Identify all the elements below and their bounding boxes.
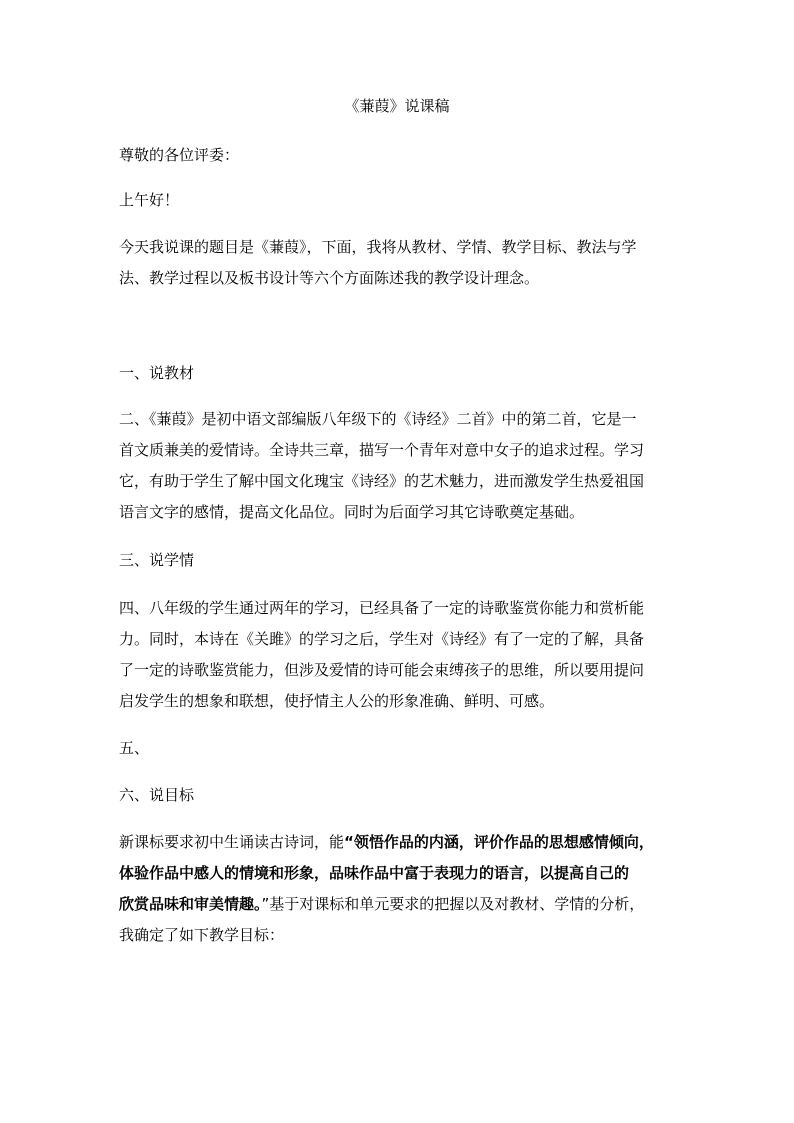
goals-text: ”基于对课标和单元要求的把握以及对教材、学情的分析，: [261, 895, 645, 913]
textbook-paragraph: [119, 404, 679, 528]
students-line: 四、八年级的学生通过两年的学习，已经具备了一定的诗歌鉴赏你能力和赏析能: [119, 599, 645, 617]
section-heading-goals: [119, 780, 679, 811]
greeting-text: 尊敬的各位评委：: [119, 146, 240, 164]
intro-line: 法、教学过程以及板书设计等六个方面陈述我的教学设计理念。: [119, 269, 540, 287]
students-paragraph: [119, 593, 679, 717]
goals-line: [119, 827, 679, 858]
goals-text: 新课标要求初中生诵读古诗词，能: [119, 833, 345, 851]
hello-text: 上午好！: [119, 191, 180, 209]
goals-quote-bold: 体验作品中感人的情境和形象，品味作品中富于表现力的语言，以提高自己的: [119, 864, 630, 882]
students-line: 了一定的诗歌鉴赏能力，但涉及爱情的诗可能会束缚孩子的思维，所以要用提问: [119, 661, 645, 679]
goals-line: [119, 889, 679, 920]
section-heading-text: 五、: [119, 739, 150, 757]
section-heading-textbook: [119, 358, 679, 389]
section-heading-five: [119, 733, 679, 764]
intro-line: 今天我说课的题目是《蒹葭》，下面，我将从教材、学情、教学目标、教法与学: [119, 238, 637, 256]
textbook-line: 语言文字的感情，提高文化品位。同时为后面学习其它诗歌奠定基础。: [119, 503, 585, 521]
goals-paragraph: [119, 827, 679, 951]
textbook-line: 它，有助于学生了解中国文化瑰宝《诗经》的艺术魅力，进而激发学生热爱祖国: [119, 472, 645, 490]
goals-quote-bold: 欣赏品味和审美情趣。: [119, 895, 262, 913]
section-heading-text: 六、说目标: [119, 786, 195, 804]
section-heading-text: 一、说教材: [119, 364, 195, 382]
section-heading-text: 三、说学情: [119, 551, 195, 569]
students-line: 力。同时，本诗在《关雎》的学习之后，学生对《诗经》有了一定的了解，具备: [119, 630, 645, 648]
goals-quote-bold: “领悟作品的内涵，评价作品的思想感情倾向，: [344, 833, 654, 851]
goals-line: 我确定了如下教学目标：: [119, 926, 285, 944]
document-title: 《蒹葭》说课稿: [344, 97, 450, 115]
section-heading-students: [119, 545, 679, 576]
textbook-line: 二、《蒹葭》是初中语文部编版八年级下的《诗经》二首》中的第二首，它是一: [119, 410, 637, 428]
students-line: 启发学生的想象和联想，使抒情主人公的形象准确、鲜明、可感。: [119, 692, 555, 710]
hello-paragraph: [119, 185, 679, 216]
intro-paragraph: [119, 232, 679, 294]
textbook-line: 首文质兼美的爱情诗。全诗共三章，描写一个青年对意中女子的追求过程。学习: [119, 441, 645, 459]
greeting-paragraph: [119, 140, 679, 171]
